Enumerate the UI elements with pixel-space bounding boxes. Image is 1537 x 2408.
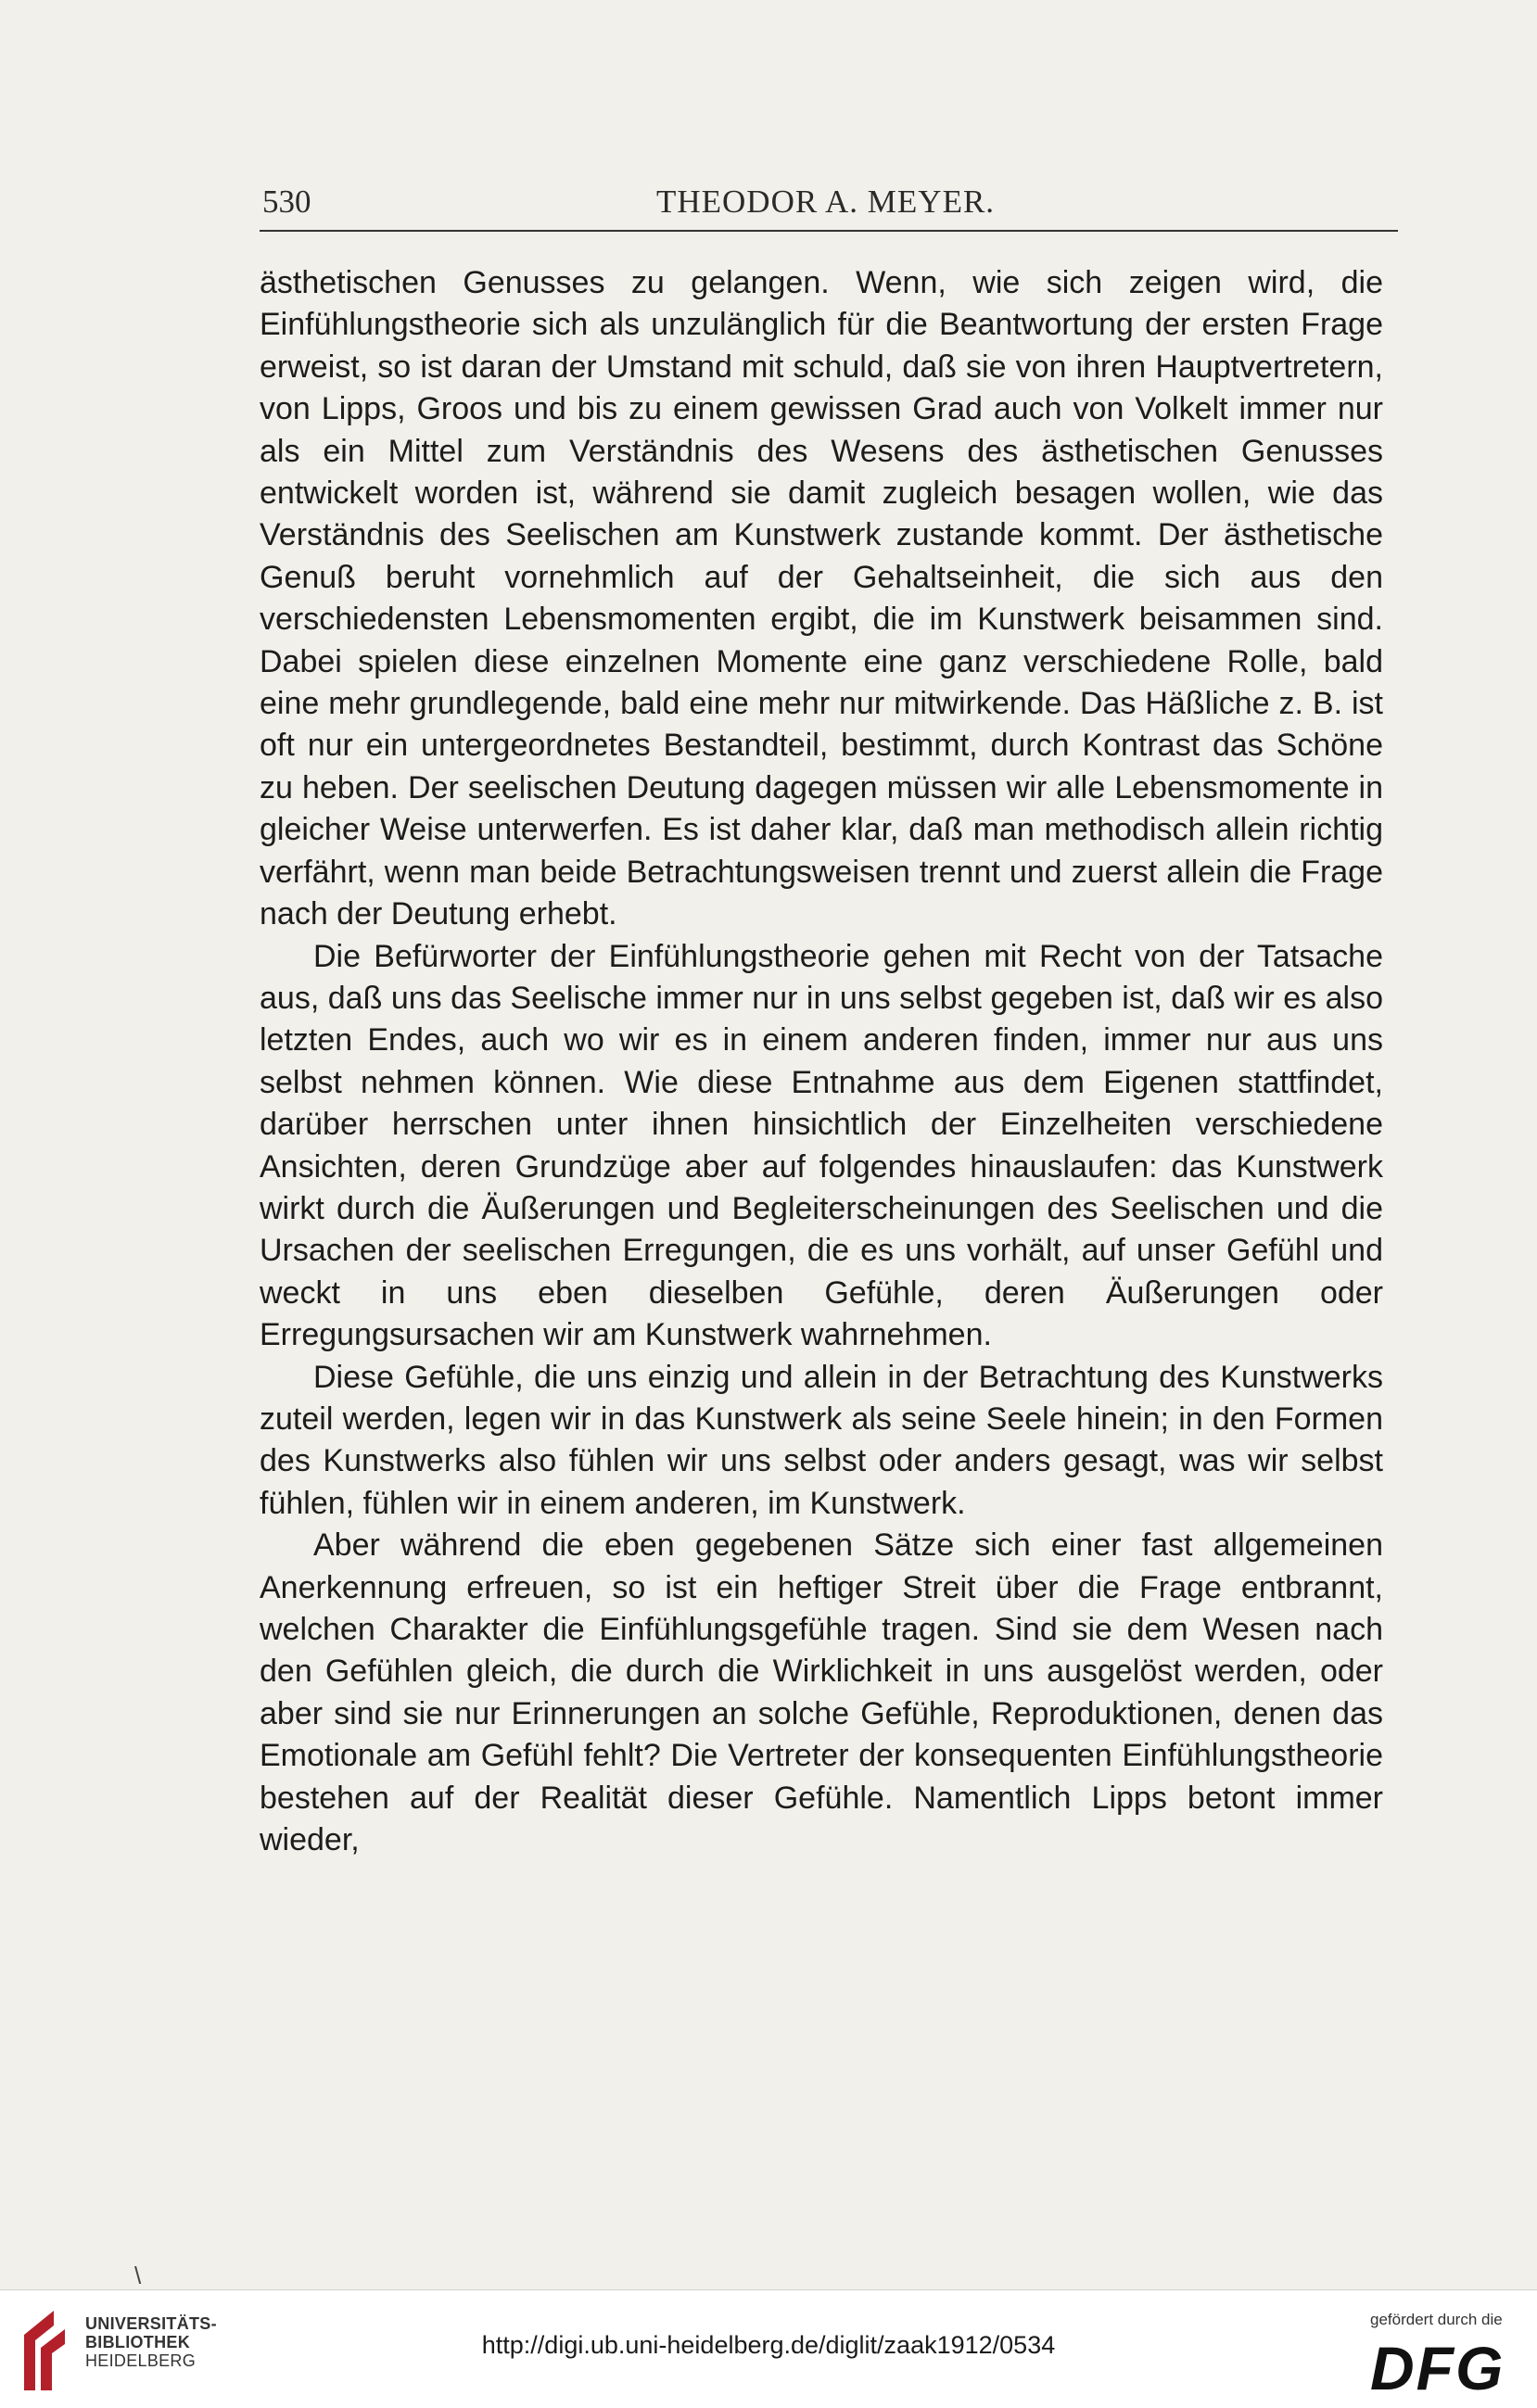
paragraph-4: Aber während die eben gegebenen Sätze sich einer fast allgemeinen Anerkennung erfreuen, so ist ein heftiger Streit über die Frage entbrannt, welchen Charakter die Einfühlungsgefühle tragen. Sind sie dem Wesen nach den Gefühlen gleich, die durch die Wirklichkeit in uns ausgelöst werden, oder aber sind sie nur Erinnerungen an solche Gefühle, Reproduktionen, denen das Emotionale am Gefühl fehlt? Die Vertreter der konsequenten Einfühlungstheorie bestehen auf der Realität dieser Gefühle. Namentlich Lipps betont immer wieder, <box>260 1527 1383 1858</box>
library-name-line-1: UNIVERSITÄTS- <box>85 2314 217 2333</box>
header-rule <box>260 230 1398 232</box>
footer <box>0 2289 1537 2408</box>
running-title: THEODOR A. MEYER. <box>656 184 996 220</box>
page-header <box>262 184 1398 230</box>
paragraph-2: Die Befürworter der Einfühlungstheorie gehen mit Recht von der Tatsache aus, daß uns das Seelische immer nur in uns selbst gegeben ist, daß wir es also letzten Endes, auch wo wir es in einem anderen finden, immer nur aus uns selbst nehmen können. Wie diese Entnahme aus dem Eigenen stattfindet, darüber herrschen unter ihnen hinsichtlich der Einzelheiten verschiedene Ansichten, deren Grundzüge aber auf folgendes hinauslaufen: das Kunstwerk wirkt durch die Äußerungen und Begleiterscheinungen des Seelischen und die Ursachen der seelischen Erregungen, die es uns vorhält, auf unser Gefühl und weckt in uns eben dieselben Gefühle, deren Äußerungen oder Erregungsursachen wir am Kunstwerk wahrnehmen. <box>260 938 1383 1353</box>
funding-label: gefördert durch die <box>1370 2311 1503 2328</box>
library-name-line-3: HEIDELBERG <box>85 2351 197 2370</box>
body-text <box>260 262 1383 1861</box>
dfg-logo-icon: DFG <box>1370 2334 1505 2402</box>
paragraph-3: Diese Gefühle, die uns einzig und allein in der Betrachtung des Kunstwerks zuteil werden, legen wir in das Kunstwerk als seine Seele hinein; in den Formen des Kunstwerks also fühlen wir uns selbst oder anders gesagt, was wir selbst fühlen, fühlen wir in einem anderen, im Kunstwerk. <box>260 1359 1383 1521</box>
library-name-line-2: BIBLIOTHEK <box>85 2333 190 2351</box>
paragraph-1: ästhetischen Genusses zu gelangen. Wenn, wie sich zeigen wird, die Einfühlungstheorie sich als unzulänglich für die Beantwortung der ersten Frage erweist, so ist daran der Umstand mit schuld, daß sie von ihren Hauptvertretern, von Lipps, Groos und bis zu einem gewissen Grad auch von Volkelt immer nur als ein Mittel zum Verständnis des Wesens des ästhetischen Genusses entwickelt worden ist, während sie damit zugleich besagen wollen, wie das Verständnis des Seelischen am Kunstwerk zustande kommt. Der ästhetische Genuß beruht vornehmlich auf der Gehaltseinheit, die sich aus den verschiedensten Lebensmomenten ergibt, die im Kunstwerk beisammen sind. Dabei spielen diese einzelnen Momente eine ganz verschiedene Rolle, bald eine mehr grundlegende, bald eine mehr nur mitwirkende. Das Häßliche z. B. ist oft nur ein untergeordnetes Bestandteil, bestimmt, durch Kontrast das Schöne zu heben. Der seelischen Deutung dagegen müssen wir alle Lebensmomente in gleicher Weise unterwerfen. Es ist daher klar, daß man methodisch allein richtig verfährt, wenn man beide Betrachtungsweisen trennt und zuerst allein die Frage nach der Deutung erhebt. <box>260 265 1383 932</box>
permalink-url[interactable]: http://digi.ub.uni-heidelberg.de/diglit/zaak1912/0534 <box>481 2331 1056 2359</box>
stray-mark: \ <box>134 2262 142 2289</box>
page-number: 530 <box>262 184 311 220</box>
